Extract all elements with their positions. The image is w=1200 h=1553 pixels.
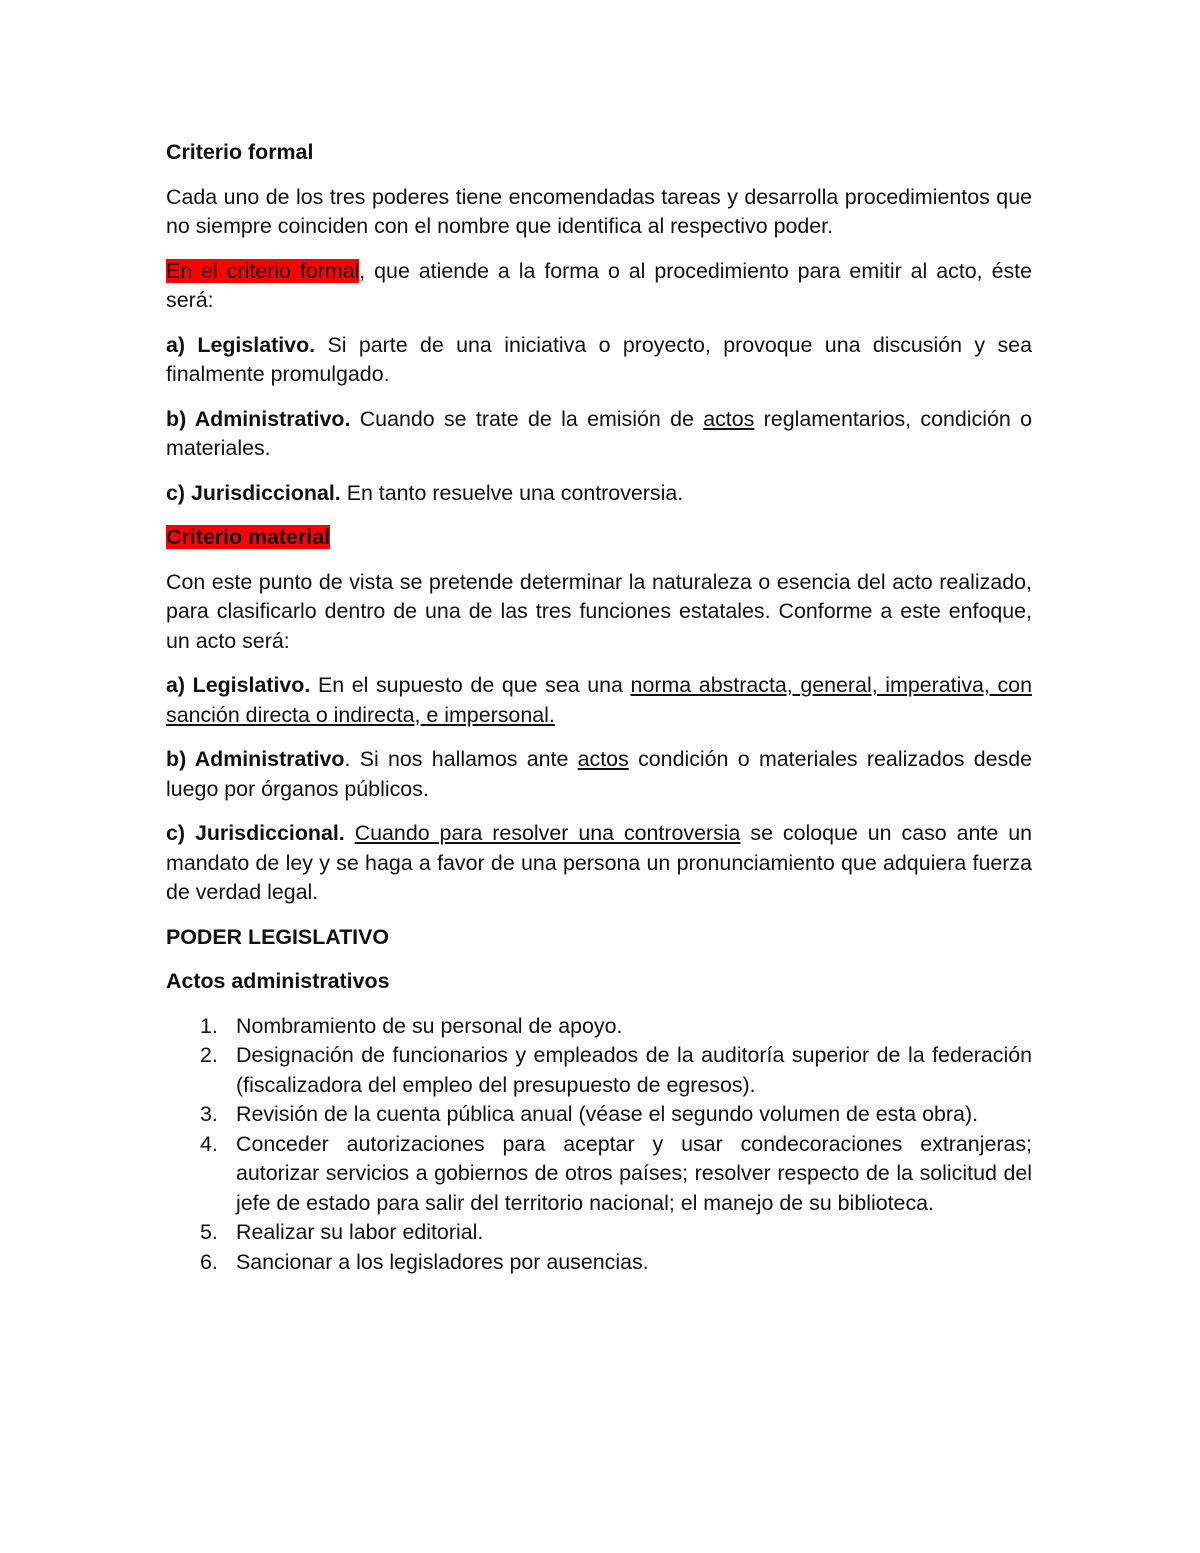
- paragraph-intro-material: Con este punto de vista se pretende determinar la naturaleza o esencia del acto realizado, para clasificarlo dentro de una de las tres funciones estatales. Conforme a este enfoque, un acto será:: [166, 569, 1032, 653]
- paragraph-intro-formal: Cada uno de los tres poderes tiene encomendadas tareas y desarrolla procedimientos que no siempre coinciden con el nombre que identifica al respectivo poder.: [166, 184, 1032, 238]
- list-number: 3.: [200, 1102, 218, 1126]
- list-number: 5.: [200, 1220, 218, 1244]
- item-text: se coloque un caso ante un mandato de ley y se haga a favor de una persona un pronunciamiento que adquiera fuerza de verdad legal.: [166, 821, 1032, 904]
- item-text: condición o materiales realizados desde luego por órganos públicos.: [166, 747, 1032, 801]
- highlighted-phrase: En el criterio formal: [166, 258, 360, 283]
- list-text: Realizar su labor editorial.: [236, 1220, 484, 1244]
- list-number: 6.: [200, 1249, 218, 1274]
- underlined-text: Cuando para resolver una controversia: [354, 821, 741, 845]
- item-label: a) Legislativo.: [166, 332, 316, 357]
- formal-item-jurisdiccional: [166, 479, 1032, 509]
- document-page: [166, 138, 1032, 1277]
- material-item-administrativo: [166, 745, 1032, 804]
- item-text: En tanto resuelve una controversia.: [340, 480, 684, 505]
- item-punct: .: [344, 747, 351, 771]
- highlighted-heading: Criterio material: [166, 525, 331, 549]
- list-text: Sancionar a los legisladores por ausencias.: [236, 1249, 649, 1274]
- list-item: [200, 1130, 1032, 1219]
- underlined-text: actos: [703, 406, 755, 431]
- section-title-criterio-formal: Criterio formal: [166, 140, 314, 164]
- section-title-criterio-material: [166, 523, 1032, 553]
- item-label: b) Administrativo: [166, 747, 345, 771]
- item-text: Si nos hallamos ante: [350, 747, 578, 771]
- item-label: b) Administrativo.: [166, 406, 351, 431]
- numbered-list: [166, 1012, 1032, 1278]
- item-label: c) Jurisdiccional.: [166, 821, 345, 845]
- formal-item-legislativo: [166, 331, 1032, 390]
- formal-item-administrativo: [166, 405, 1032, 464]
- list-item: [200, 1248, 1032, 1278]
- item-text: reglamentarios, condición o materiales.: [166, 406, 1033, 460]
- list-item: [200, 1041, 1032, 1100]
- list-text: Nombramiento de su personal de apoyo.: [236, 1013, 623, 1038]
- underlined-text: norma abstracta, general, imperativa, con sanción directa o indirecta, e impersonal.: [166, 673, 1032, 727]
- underlined-text: actos: [577, 747, 629, 771]
- item-label: c) Jurisdiccional.: [166, 480, 341, 505]
- paragraph-formal-lead: [166, 257, 1032, 316]
- list-number: 4.: [200, 1131, 218, 1156]
- item-text: [345, 821, 355, 845]
- list-text: Designación de funcionarios y empleados de la auditoría superior de la federación (fiscalizadora del empleo del presupuesto de egresos).: [236, 1043, 1032, 1097]
- list-text: Revisión de la cuenta pública anual (véase el segundo volumen de esta obra).: [236, 1102, 979, 1126]
- material-item-legislativo: [166, 671, 1032, 730]
- list-number: 2.: [200, 1043, 218, 1067]
- item-text: Cuando se trate de la emisión de: [350, 406, 704, 431]
- list-item: [200, 1012, 1032, 1042]
- list-text: Conceder autorizaciones para aceptar y usar condecoraciones extranjeras; autorizar servicios a gobiernos de otros países; resolver respecto de la solicitud del jefe de estado para salir del territorio nacional; el manejo de su biblioteca.: [236, 1131, 1032, 1215]
- item-text: Si parte de una iniciativa o proyecto, provoque una discusión y sea finalmente promulgado.: [166, 332, 1032, 386]
- list-number: 1.: [200, 1013, 218, 1038]
- material-item-jurisdiccional: [166, 819, 1032, 908]
- list-item: [200, 1218, 1032, 1248]
- item-text: En el supuesto de que sea una: [310, 673, 631, 697]
- section-title-poder-legislativo: PODER LEGISLATIVO: [166, 924, 390, 949]
- item-label: a) Legislativo.: [166, 673, 311, 697]
- lead-rest: , que atiende a la forma o al procedimiento para emitir al acto, éste será:: [166, 258, 1033, 312]
- subsection-title-actos: Actos administrativos: [166, 969, 390, 993]
- list-item: [200, 1100, 1032, 1130]
